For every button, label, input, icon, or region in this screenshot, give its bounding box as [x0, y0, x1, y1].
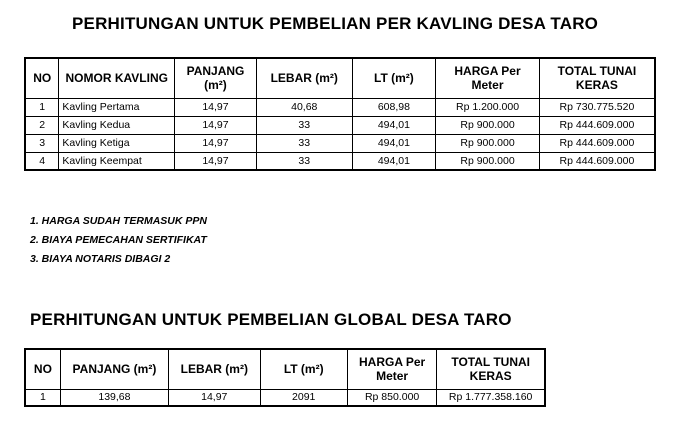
table-row — [25, 152, 655, 170]
table-row — [25, 116, 655, 134]
header-harga-per-meter: HARGA Per Meter — [347, 349, 436, 389]
header-panjang: PANJANG (m²) — [175, 58, 257, 98]
notes-list — [30, 212, 207, 269]
cell-nomor-kavling: Kavling Kedua — [59, 116, 175, 134]
cell-panjang: 14,97 — [175, 98, 257, 116]
cell-panjang: 14,97 — [175, 134, 257, 152]
cell-total: Rp 730.775.520 — [539, 98, 655, 116]
cell-lebar: 33 — [256, 134, 352, 152]
cell-nomor-kavling: Kavling Pertama — [59, 98, 175, 116]
cell-total: Rp 444.609.000 — [539, 134, 655, 152]
header-total-tunai-keras: TOTAL TUNAI KERAS — [539, 58, 655, 98]
cell-panjang: 14,97 — [175, 116, 257, 134]
header-lebar: LEBAR (m²) — [256, 58, 352, 98]
note-item: 1. HARGA SUDAH TERMASUK PPN — [30, 215, 207, 227]
cell-total: Rp 1.777.358.160 — [437, 389, 545, 406]
header-total-tunai-keras: TOTAL TUNAI KERAS — [437, 349, 545, 389]
header-nomor-kavling: NOMOR KAVLING — [59, 58, 175, 98]
header-panjang: PANJANG (m²) — [60, 349, 168, 389]
cell-no: 1 — [25, 389, 60, 406]
cell-lebar: 33 — [256, 152, 352, 170]
table-row — [25, 134, 655, 152]
cell-lebar: 40,68 — [256, 98, 352, 116]
cell-lt: 494,01 — [352, 116, 436, 134]
cell-harga: Rp 900.000 — [436, 134, 540, 152]
cell-no: 4 — [25, 152, 59, 170]
cell-total: Rp 444.609.000 — [539, 152, 655, 170]
table-header-row — [25, 349, 545, 389]
cell-lt: 2091 — [260, 389, 347, 406]
header-no: NO — [25, 349, 60, 389]
cell-no: 3 — [25, 134, 59, 152]
cell-nomor-kavling: Kavling Ketiga — [59, 134, 175, 152]
note-item: 2. BIAYA PEMECAHAN SERTIFIKAT — [30, 234, 207, 246]
header-lt: LT (m²) — [260, 349, 347, 389]
cell-lt: 608,98 — [352, 98, 436, 116]
cell-no: 2 — [25, 116, 59, 134]
cell-no: 1 — [25, 98, 59, 116]
cell-lebar: 14,97 — [169, 389, 261, 406]
global-table — [24, 348, 546, 407]
header-lt: LT (m²) — [352, 58, 436, 98]
note-item: 3. BIAYA NOTARIS DIBAGI 2 — [30, 253, 171, 265]
cell-lebar: 33 — [256, 116, 352, 134]
header-harga-per-meter: HARGA Per Meter — [436, 58, 540, 98]
cell-harga: Rp 900.000 — [436, 152, 540, 170]
table-row — [25, 98, 655, 116]
cell-lt: 494,01 — [352, 134, 436, 152]
per-kavling-title: PERHITUNGAN UNTUK PEMBELIAN PER KAVLING DESA TARO — [72, 14, 599, 33]
cell-lt: 494,01 — [352, 152, 436, 170]
header-lebar: LEBAR (m²) — [169, 349, 261, 389]
table-row — [25, 389, 545, 406]
header-no: NO — [25, 58, 59, 98]
global-title: PERHITUNGAN UNTUK PEMBELIAN GLOBAL DESA TARO — [30, 310, 512, 329]
table-header-row — [25, 58, 655, 98]
cell-total: Rp 444.609.000 — [539, 116, 655, 134]
cell-panjang: 14,97 — [175, 152, 257, 170]
cell-nomor-kavling: Kavling Keempat — [59, 152, 175, 170]
cell-harga: Rp 900.000 — [436, 116, 540, 134]
per-kavling-table — [24, 57, 656, 171]
cell-harga: Rp 1.200.000 — [436, 98, 540, 116]
cell-harga: Rp 850.000 — [347, 389, 436, 406]
cell-panjang: 139,68 — [60, 389, 168, 406]
